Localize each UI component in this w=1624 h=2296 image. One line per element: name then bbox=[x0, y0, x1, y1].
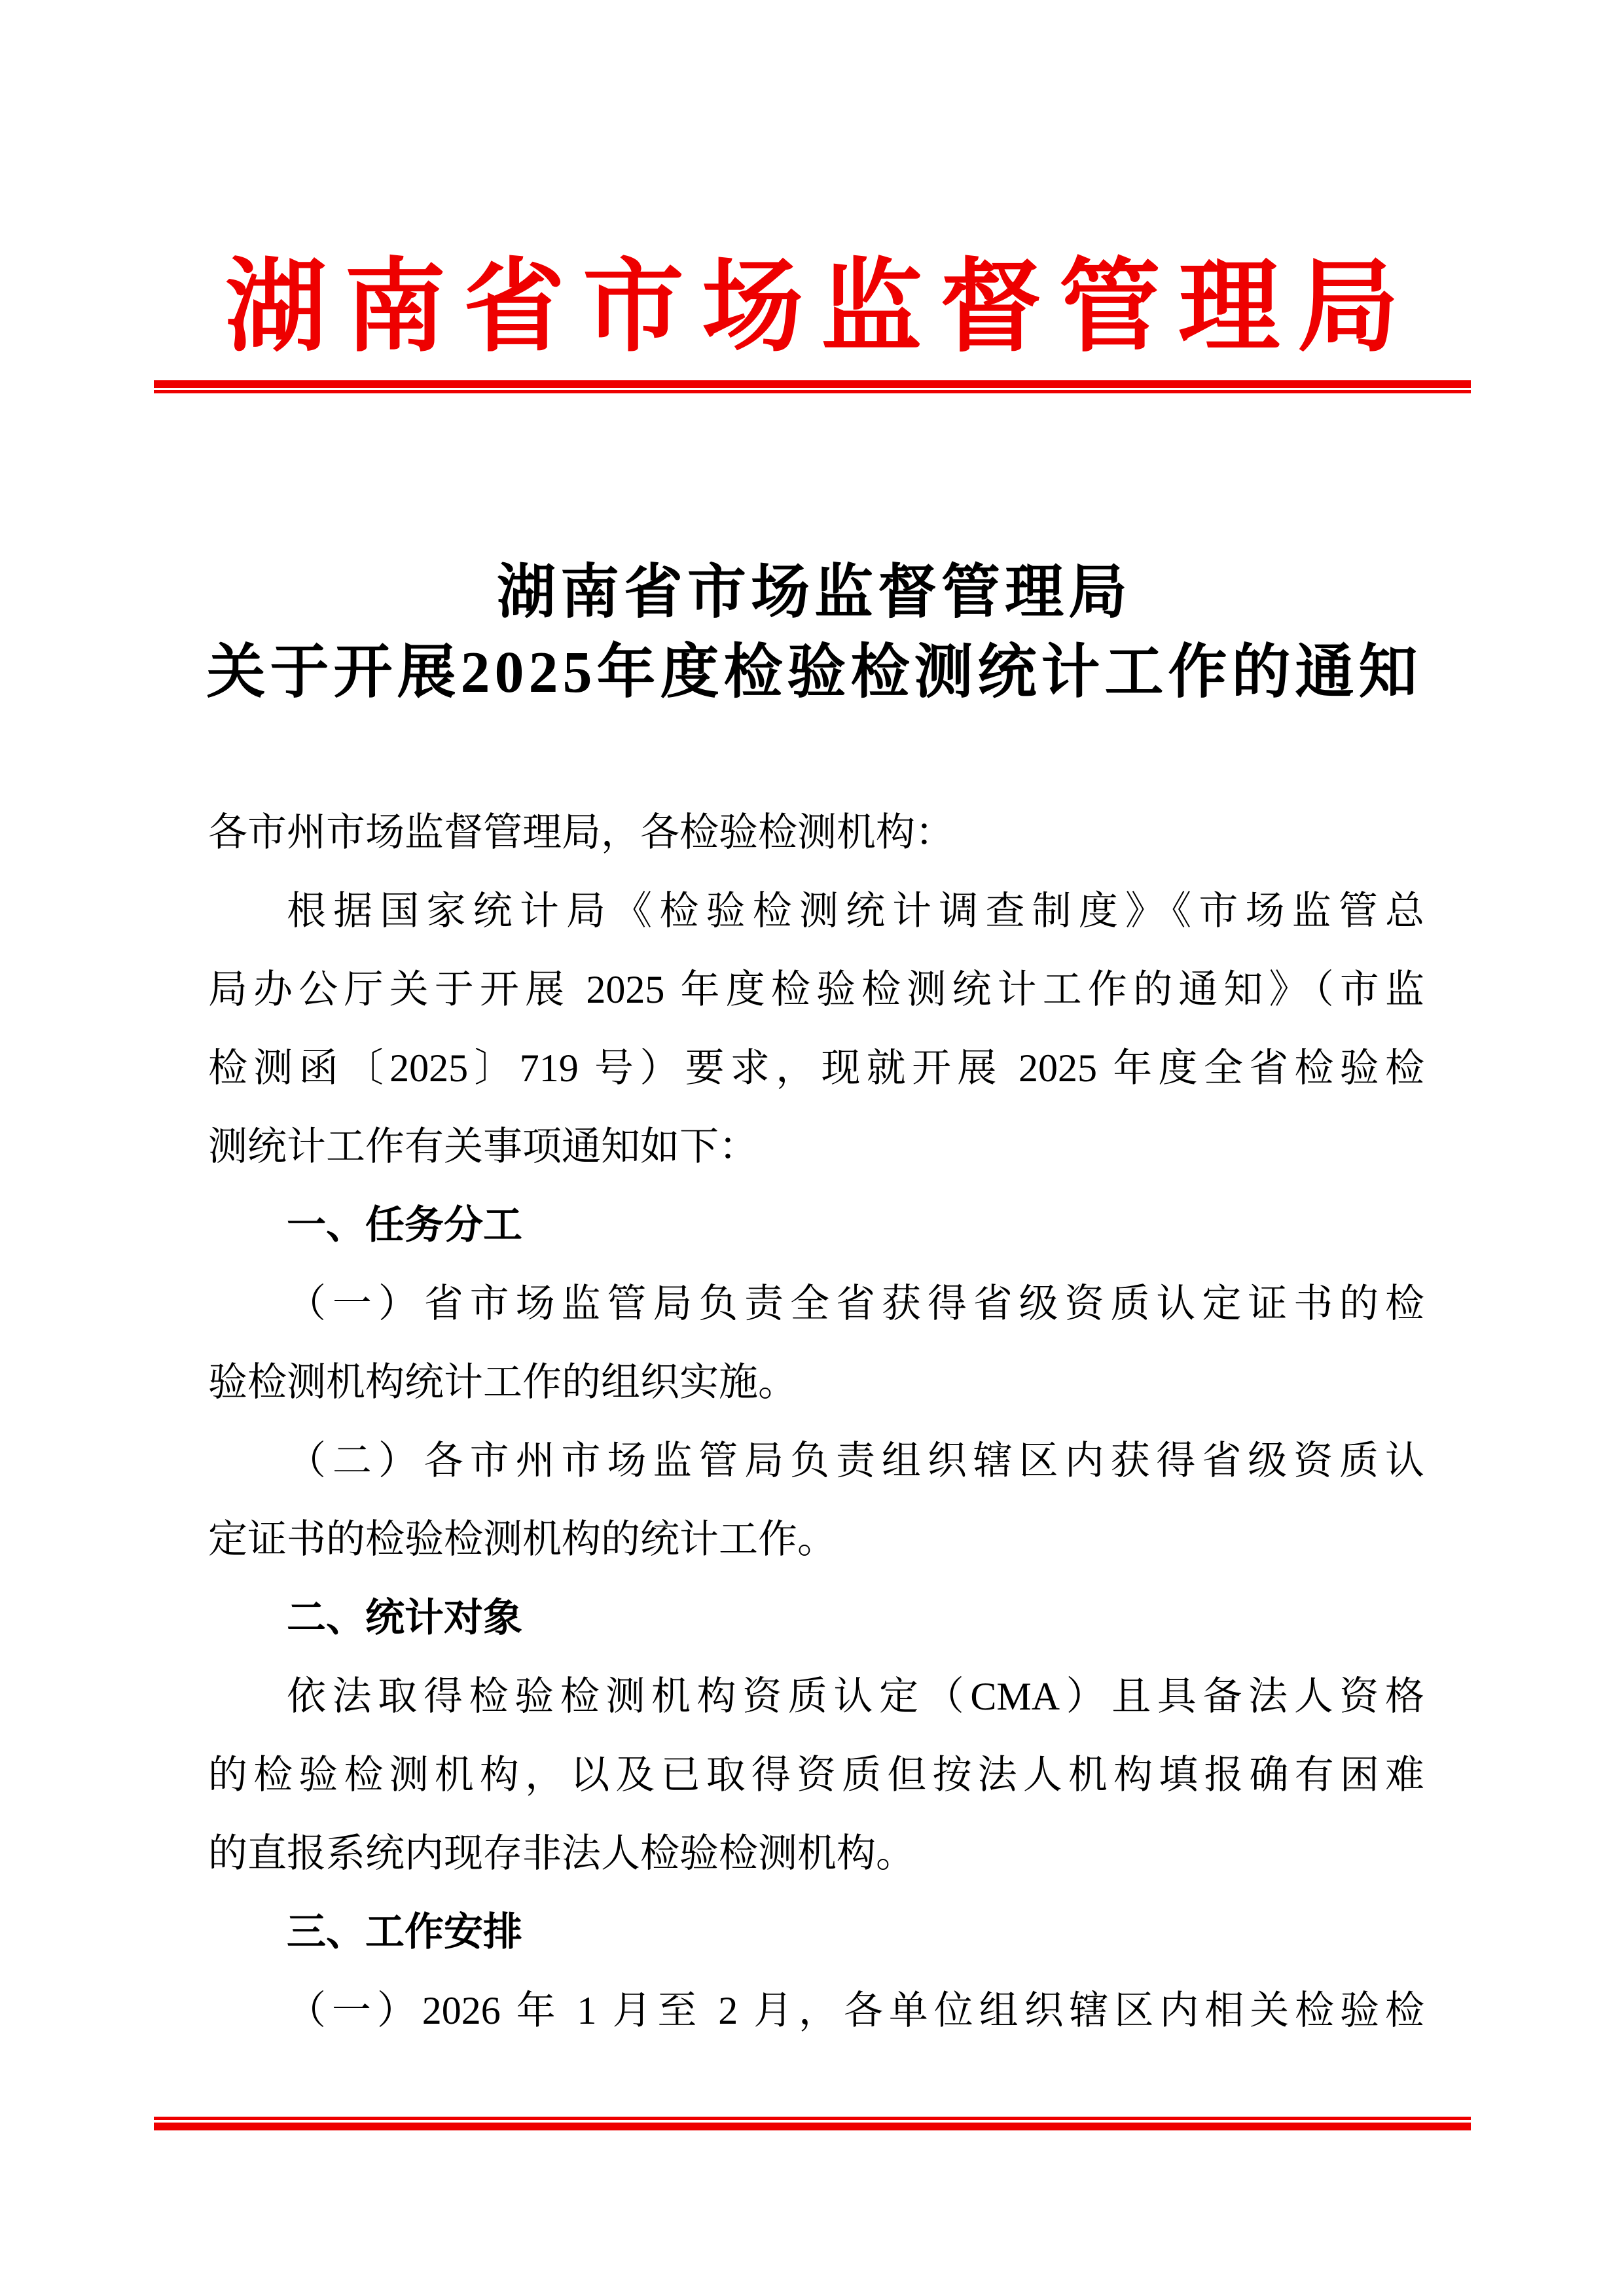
body-line: 测统计工作有关事项通知如下： bbox=[208, 1125, 758, 1168]
body-line: （一）省市场监管局负责全省获得省级资质认定证书的检 bbox=[287, 1282, 1424, 1325]
document-title-line-1: 湖南省市场监督管理局 bbox=[497, 560, 1132, 625]
body-line: 根据国家统计局《检验检测统计调查制度》《市场监管总 bbox=[287, 889, 1424, 933]
header-rule-thin bbox=[154, 390, 1471, 393]
body-line-salutation: 各市州市场监督管理局，各检验检测机构： bbox=[208, 811, 954, 854]
document-title-line-2: 关于开展2025年度检验检测统计工作的通知 bbox=[206, 640, 1422, 705]
agency-letterhead: 湖南省市场监督管理局 bbox=[225, 246, 1416, 366]
body-line: （二）各市州市场监管局负责组织辖区内获得省级资质认 bbox=[287, 1439, 1424, 1482]
section-heading-1: 一、任务分工 bbox=[287, 1203, 522, 1247]
body-line: （一）2026 年 1 月至 2 月，各单位组织辖区内相关检验检 bbox=[287, 1989, 1424, 2032]
body-line: 的直报系统内现存非法人检验检测机构。 bbox=[208, 1832, 915, 1875]
header-rule-thick bbox=[154, 380, 1471, 388]
footer-rule-thin bbox=[154, 2117, 1471, 2120]
body-line: 局办公厅关于开展 2025 年度检验检测统计工作的通知》（市监 bbox=[208, 968, 1424, 1011]
document-body bbox=[208, 793, 1424, 2050]
document-title bbox=[0, 553, 1624, 713]
body-line: 定证书的检验检测机构的统计工作。 bbox=[208, 1518, 837, 1561]
body-line: 依法取得检验检测机构资质认定（CMA）且具备法人资格 bbox=[287, 1675, 1424, 1718]
body-line: 验检测机构统计工作的组织实施。 bbox=[208, 1361, 797, 1404]
body-line: 的检验检测机构，以及已取得资质但按法人机构填报确有困难 bbox=[208, 1753, 1424, 1797]
section-heading-2: 二、统计对象 bbox=[287, 1596, 522, 1640]
body-line: 检测函〔2025〕719 号）要求，现就开展 2025 年度全省检验检 bbox=[208, 1047, 1424, 1090]
footer-rule-thick bbox=[154, 2123, 1471, 2130]
section-heading-3: 三、工作安排 bbox=[287, 1910, 522, 1954]
